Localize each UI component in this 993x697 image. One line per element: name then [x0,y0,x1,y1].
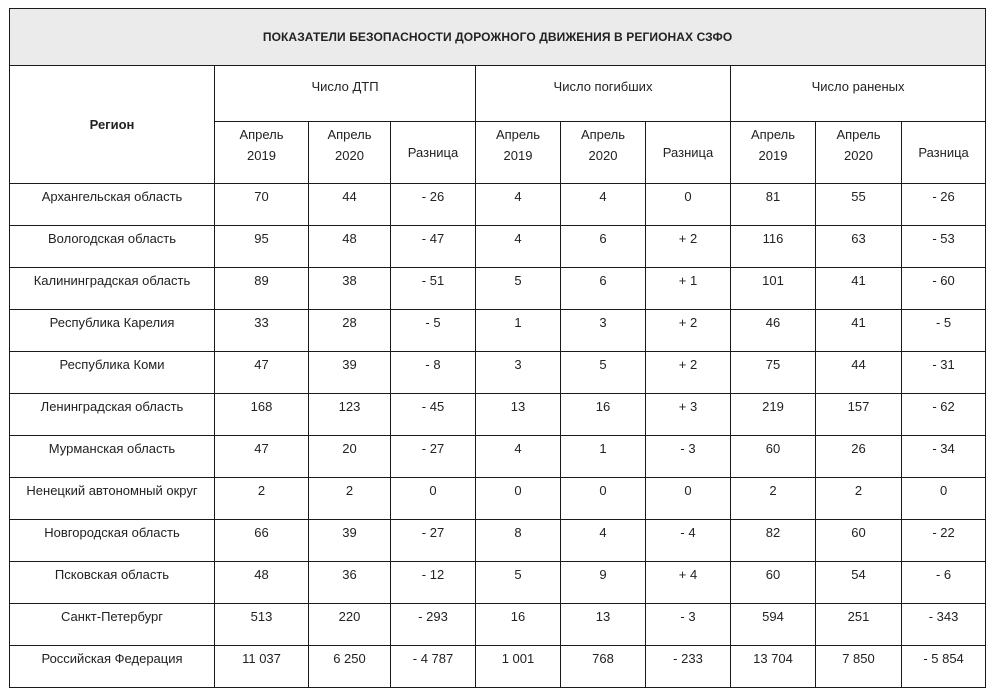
cell-injured-2020: 60 [816,520,902,562]
cell-injured-2020: 7 850 [816,646,902,688]
table-row [10,268,986,310]
table-row [10,394,986,436]
cell-injured-2019: 60 [731,562,816,604]
region-name: Ленинградская область [10,394,215,436]
cell-deaths-2019: 4 [476,226,561,268]
table-row [10,520,986,562]
cell-deaths-2020: 9 [561,562,646,604]
cell-deaths-diff: - 3 [646,604,731,646]
cell-accidents-diff: - 293 [391,604,476,646]
cell-injured-diff: - 53 [902,226,986,268]
cell-injured-2019: 2 [731,478,816,520]
cell-accidents-2019: 2 [215,478,309,520]
subheader-april-2020-injured [816,122,902,184]
cell-injured-2019: 594 [731,604,816,646]
subheader-diff-deaths: Разница [646,122,731,184]
cell-injured-diff: - 343 [902,604,986,646]
cell-accidents-2020: 38 [309,268,391,310]
cell-accidents-2020: 36 [309,562,391,604]
table-row [10,436,986,478]
cell-injured-2020: 2 [816,478,902,520]
cell-deaths-2020: 3 [561,310,646,352]
cell-accidents-2019: 47 [215,436,309,478]
cell-deaths-diff: + 4 [646,562,731,604]
subheader-april-2019-accidents [215,122,309,184]
group-header-accidents: Число ДТП [215,66,476,122]
cell-deaths-diff: 0 [646,184,731,226]
cell-accidents-diff: - 12 [391,562,476,604]
cell-deaths-2020: 4 [561,184,646,226]
subheader-april-2020-deaths [561,122,646,184]
cell-deaths-2019: 0 [476,478,561,520]
table-row [10,352,986,394]
cell-accidents-2020: 220 [309,604,391,646]
cell-deaths-2020: 13 [561,604,646,646]
cell-deaths-2019: 16 [476,604,561,646]
road-safety-table [9,8,986,688]
cell-deaths-2020: 16 [561,394,646,436]
cell-injured-2020: 41 [816,310,902,352]
cell-accidents-2020: 39 [309,520,391,562]
cell-deaths-2019: 13 [476,394,561,436]
subheader-year: 2019 [503,148,533,163]
group-header-injured: Число раненых [731,66,986,122]
cell-deaths-diff: + 2 [646,352,731,394]
table-row [10,226,986,268]
cell-injured-diff: - 34 [902,436,986,478]
region-header: Регион [10,66,215,184]
cell-accidents-2019: 48 [215,562,309,604]
cell-deaths-2020: 6 [561,268,646,310]
cell-accidents-diff: - 5 [391,310,476,352]
cell-accidents-diff: - 51 [391,268,476,310]
subheader-year: 2020 [844,148,873,163]
cell-injured-diff: - 6 [902,562,986,604]
cell-injured-2019: 13 704 [731,646,816,688]
table-row [10,604,986,646]
cell-accidents-diff: - 26 [391,184,476,226]
subheader-diff-injured: Разница [902,122,986,184]
cell-injured-2020: 26 [816,436,902,478]
cell-accidents-2019: 168 [215,394,309,436]
cell-deaths-2019: 3 [476,352,561,394]
group-header-deaths: Число погибших [476,66,731,122]
cell-accidents-2019: 89 [215,268,309,310]
subheader-april-2019-deaths [476,122,561,184]
cell-deaths-diff: 0 [646,478,731,520]
cell-deaths-2019: 5 [476,268,561,310]
region-name: Российская Федерация [10,646,215,688]
cell-accidents-diff: - 45 [391,394,476,436]
region-name: Ненецкий автономный округ [10,478,215,520]
subheader-month: Апрель [750,127,796,142]
cell-accidents-2020: 2 [309,478,391,520]
cell-deaths-diff: + 2 [646,310,731,352]
cell-deaths-2020: 5 [561,352,646,394]
region-name: Псковская область [10,562,215,604]
subheader-month: Апрель [580,127,626,142]
table-row [10,646,986,688]
cell-accidents-diff: - 47 [391,226,476,268]
cell-accidents-diff: - 8 [391,352,476,394]
cell-accidents-2019: 95 [215,226,309,268]
region-name: Санкт-Петербург [10,604,215,646]
cell-deaths-2019: 4 [476,436,561,478]
cell-accidents-diff: - 4 787 [391,646,476,688]
table-row [10,310,986,352]
cell-injured-2019: 219 [731,394,816,436]
subheader-year: 2019 [758,148,788,163]
cell-injured-2019: 101 [731,268,816,310]
region-name: Архангельская область [10,184,215,226]
subheader-month: Апрель [327,127,372,142]
cell-accidents-2019: 11 037 [215,646,309,688]
cell-deaths-2020: 0 [561,478,646,520]
region-name: Новгородская область [10,520,215,562]
cell-injured-2020: 54 [816,562,902,604]
cell-injured-diff: - 5 854 [902,646,986,688]
cell-deaths-2020: 1 [561,436,646,478]
cell-injured-diff: 0 [902,478,986,520]
cell-injured-2020: 251 [816,604,902,646]
cell-injured-2019: 116 [731,226,816,268]
cell-deaths-diff: - 233 [646,646,731,688]
cell-deaths-2019: 4 [476,184,561,226]
subheader-april-2020-accidents [309,122,391,184]
cell-deaths-2019: 8 [476,520,561,562]
table-row [10,184,986,226]
cell-accidents-2020: 48 [309,226,391,268]
cell-deaths-diff: + 3 [646,394,731,436]
cell-injured-2020: 63 [816,226,902,268]
cell-injured-diff: - 26 [902,184,986,226]
cell-accidents-2019: 70 [215,184,309,226]
cell-accidents-diff: 0 [391,478,476,520]
cell-injured-2020: 55 [816,184,902,226]
table-body [10,184,986,688]
cell-deaths-2020: 768 [561,646,646,688]
cell-accidents-2020: 44 [309,184,391,226]
table-row [10,478,986,520]
subheader-diff-accidents: Разница [391,122,476,184]
cell-accidents-2019: 47 [215,352,309,394]
cell-deaths-2019: 5 [476,562,561,604]
cell-injured-2019: 82 [731,520,816,562]
cell-injured-diff: - 5 [902,310,986,352]
region-name: Мурманская область [10,436,215,478]
subheader-month: Апрель [495,127,541,142]
cell-injured-2019: 60 [731,436,816,478]
subheader-month: Апрель [836,127,881,142]
table-row [10,562,986,604]
cell-deaths-2019: 1 [476,310,561,352]
cell-accidents-2019: 513 [215,604,309,646]
cell-accidents-2020: 39 [309,352,391,394]
cell-injured-2020: 44 [816,352,902,394]
cell-accidents-diff: - 27 [391,520,476,562]
region-name: Вологодская область [10,226,215,268]
cell-deaths-diff: + 1 [646,268,731,310]
region-name: Республика Коми [10,352,215,394]
subheader-year: 2020 [588,148,618,163]
cell-accidents-2019: 33 [215,310,309,352]
cell-deaths-2019: 1 001 [476,646,561,688]
cell-accidents-2019: 66 [215,520,309,562]
subheader-month: Апрель [239,127,284,142]
cell-injured-2019: 75 [731,352,816,394]
cell-injured-2019: 81 [731,184,816,226]
cell-accidents-2020: 123 [309,394,391,436]
subheader-april-2019-injured [731,122,816,184]
cell-injured-diff: - 31 [902,352,986,394]
cell-injured-2020: 157 [816,394,902,436]
region-name: Калининградская область [10,268,215,310]
cell-deaths-diff: - 3 [646,436,731,478]
cell-accidents-2020: 28 [309,310,391,352]
cell-injured-diff: - 62 [902,394,986,436]
subheader-year: 2019 [247,148,276,163]
cell-accidents-2020: 20 [309,436,391,478]
cell-deaths-diff: - 4 [646,520,731,562]
cell-injured-diff: - 22 [902,520,986,562]
cell-accidents-2020: 6 250 [309,646,391,688]
cell-deaths-diff: + 2 [646,226,731,268]
subheader-year: 2020 [335,148,364,163]
cell-accidents-diff: - 27 [391,436,476,478]
table-title: ПОКАЗАТЕЛИ БЕЗОПАСНОСТИ ДОРОЖНОГО ДВИЖЕНИЯ В РЕГИОНАХ СЗФО [10,9,986,66]
cell-deaths-2020: 6 [561,226,646,268]
cell-injured-diff: - 60 [902,268,986,310]
cell-injured-2019: 46 [731,310,816,352]
cell-deaths-2020: 4 [561,520,646,562]
region-name: Республика Карелия [10,310,215,352]
cell-injured-2020: 41 [816,268,902,310]
